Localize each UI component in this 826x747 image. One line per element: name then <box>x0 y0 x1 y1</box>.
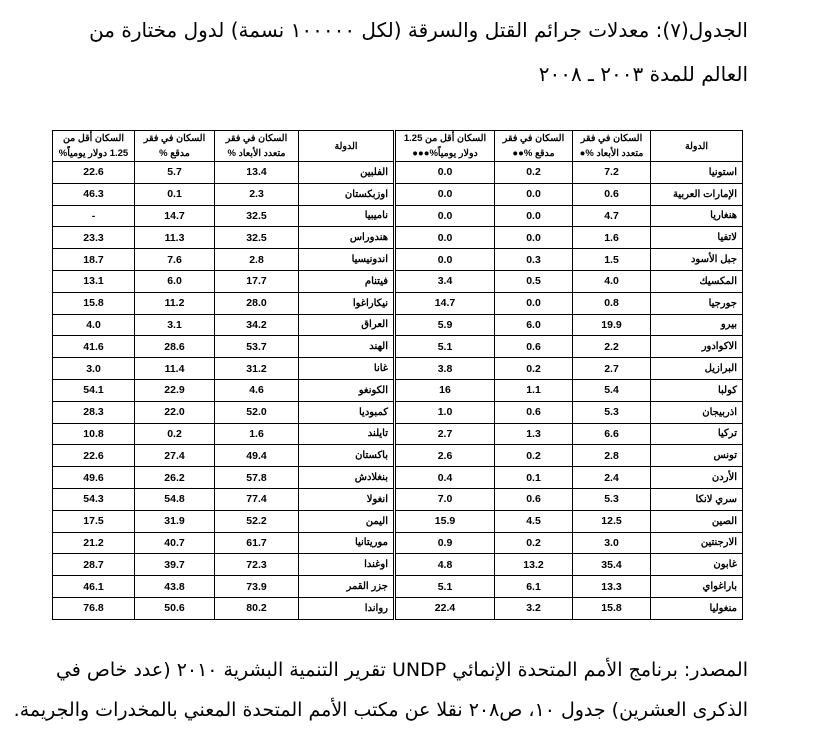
table-row <box>53 270 743 292</box>
cell-extreme-poverty-right: 0.1 <box>495 467 573 489</box>
cell-under-dollar-left: 49.6 <box>53 467 135 489</box>
header-multidimensional-poverty-left: السكان في فقر متعدد الأبعاد % <box>215 131 299 162</box>
cell-country-right: لاتفيا <box>651 227 743 249</box>
cell-country-left: كمبوديا <box>299 401 395 423</box>
cell-country-right: المكسيك <box>651 270 743 292</box>
cell-multidimensional-poverty-right: 13.3 <box>573 576 651 598</box>
cell-extreme-poverty-left: 7.6 <box>135 249 215 271</box>
cell-extreme-poverty-left: 14.7 <box>135 205 215 227</box>
cell-under-dollar-right: 0.0 <box>395 227 495 249</box>
cell-extreme-poverty-right: 0.0 <box>495 227 573 249</box>
cell-under-dollar-left: 17.5 <box>53 510 135 532</box>
poverty-table <box>52 130 743 620</box>
cell-extreme-poverty-right: 0.2 <box>495 162 573 184</box>
cell-extreme-poverty-right: 6.0 <box>495 314 573 336</box>
table-row <box>53 532 743 554</box>
cell-under-dollar-right: 3.4 <box>395 270 495 292</box>
cell-under-dollar-left: 28.7 <box>53 554 135 576</box>
cell-multidimensional-poverty-left: 4.6 <box>215 379 299 401</box>
cell-multidimensional-poverty-right: 3.0 <box>573 532 651 554</box>
cell-multidimensional-poverty-left: 13.4 <box>215 162 299 184</box>
cell-extreme-poverty-right: 0.0 <box>495 183 573 205</box>
cell-country-right: تونس <box>651 445 743 467</box>
cell-extreme-poverty-left: 31.9 <box>135 510 215 532</box>
cell-country-right: منغوليا <box>651 597 743 619</box>
cell-extreme-poverty-left: 54.8 <box>135 488 215 510</box>
cell-country-right: البرازيل <box>651 358 743 380</box>
cell-multidimensional-poverty-right: 12.5 <box>573 510 651 532</box>
cell-country-right: بيرو <box>651 314 743 336</box>
cell-under-dollar-right: 0.9 <box>395 532 495 554</box>
cell-multidimensional-poverty-left: 73.9 <box>215 576 299 598</box>
cell-country-right: اذربيجان <box>651 401 743 423</box>
cell-under-dollar-left: 3.0 <box>53 358 135 380</box>
table-row <box>53 597 743 619</box>
cell-country-right: الصين <box>651 510 743 532</box>
cell-multidimensional-poverty-right: 35.4 <box>573 554 651 576</box>
cell-extreme-poverty-right: 0.0 <box>495 292 573 314</box>
cell-extreme-poverty-right: 0.6 <box>495 488 573 510</box>
header-multidimensional-poverty-right: السكان في فقر متعدد الأبعاد %● <box>573 131 651 162</box>
cell-under-dollar-left: 28.3 <box>53 401 135 423</box>
cell-multidimensional-poverty-left: 61.7 <box>215 532 299 554</box>
cell-country-left: هندوراس <box>299 227 395 249</box>
cell-extreme-poverty-left: 3.1 <box>135 314 215 336</box>
cell-multidimensional-poverty-left: 28.0 <box>215 292 299 314</box>
table-row <box>53 227 743 249</box>
cell-country-left: انغولا <box>299 488 395 510</box>
source-note <box>8 650 748 730</box>
cell-under-dollar-right: 0.4 <box>395 467 495 489</box>
cell-multidimensional-poverty-right: 1.6 <box>573 227 651 249</box>
title-line-1: الجدول(٧): معدلات جرائم القتل والسرقة (لكل ١٠٠٠٠٠ نسمة) لدول مختارة من <box>89 18 748 42</box>
cell-under-dollar-right: 0.0 <box>395 205 495 227</box>
table-row <box>53 576 743 598</box>
cell-under-dollar-left: 18.7 <box>53 249 135 271</box>
table-row <box>53 554 743 576</box>
cell-under-dollar-right: 1.0 <box>395 401 495 423</box>
cell-multidimensional-poverty-right: 1.5 <box>573 249 651 271</box>
cell-multidimensional-poverty-left: 53.7 <box>215 336 299 358</box>
header-country-left: الدولة <box>299 131 395 162</box>
table-row <box>53 358 743 380</box>
cell-country-right: سري لانكا <box>651 488 743 510</box>
cell-extreme-poverty-left: 27.4 <box>135 445 215 467</box>
cell-under-dollar-right: 3.8 <box>395 358 495 380</box>
cell-country-right: تركيا <box>651 423 743 445</box>
header-extreme-poverty-left: السكان في فقر مدقع % <box>135 131 215 162</box>
cell-country-left: اليمن <box>299 510 395 532</box>
cell-country-left: اوغندا <box>299 554 395 576</box>
cell-multidimensional-poverty-right: 4.7 <box>573 205 651 227</box>
table-row <box>53 488 743 510</box>
cell-country-left: باكستان <box>299 445 395 467</box>
cell-under-dollar-right: 0.0 <box>395 162 495 184</box>
cell-under-dollar-left: 76.8 <box>53 597 135 619</box>
cell-country-left: الكونغو <box>299 379 395 401</box>
cell-extreme-poverty-left: 40.7 <box>135 532 215 554</box>
cell-country-left: بنغلادش <box>299 467 395 489</box>
cell-multidimensional-poverty-right: 19.9 <box>573 314 651 336</box>
header-under-dollar-left: السكان أقل من 1.25 دولار يومياً% <box>53 131 135 162</box>
cell-extreme-poverty-left: 0.1 <box>135 183 215 205</box>
cell-multidimensional-poverty-right: 7.2 <box>573 162 651 184</box>
cell-multidimensional-poverty-left: 52.0 <box>215 401 299 423</box>
cell-multidimensional-poverty-right: 2.8 <box>573 445 651 467</box>
cell-under-dollar-left: 54.1 <box>53 379 135 401</box>
cell-country-right: كولبا <box>651 379 743 401</box>
table-row <box>53 249 743 271</box>
cell-multidimensional-poverty-right: 6.6 <box>573 423 651 445</box>
cell-multidimensional-poverty-left: 77.4 <box>215 488 299 510</box>
table-row <box>53 314 743 336</box>
cell-multidimensional-poverty-right: 0.6 <box>573 183 651 205</box>
cell-extreme-poverty-left: 39.7 <box>135 554 215 576</box>
title-line-2: العالم للمدة ٢٠٠٣ ـ ٢٠٠٨ <box>538 62 748 86</box>
cell-multidimensional-poverty-left: 72.3 <box>215 554 299 576</box>
cell-extreme-poverty-right: 0.3 <box>495 249 573 271</box>
cell-multidimensional-poverty-left: 32.5 <box>215 227 299 249</box>
cell-country-left: الهند <box>299 336 395 358</box>
table-header-row <box>53 131 743 162</box>
cell-under-dollar-left: 13.1 <box>53 270 135 292</box>
cell-under-dollar-left: 15.8 <box>53 292 135 314</box>
table-row <box>53 423 743 445</box>
cell-extreme-poverty-right: 0.2 <box>495 358 573 380</box>
cell-country-left: تايلند <box>299 423 395 445</box>
cell-extreme-poverty-left: 28.6 <box>135 336 215 358</box>
cell-extreme-poverty-right: 13.2 <box>495 554 573 576</box>
cell-under-dollar-left: 54.3 <box>53 488 135 510</box>
cell-multidimensional-poverty-right: 15.8 <box>573 597 651 619</box>
cell-extreme-poverty-left: 6.0 <box>135 270 215 292</box>
cell-under-dollar-right: 15.9 <box>395 510 495 532</box>
cell-multidimensional-poverty-left: 49.4 <box>215 445 299 467</box>
cell-under-dollar-right: 2.6 <box>395 445 495 467</box>
cell-extreme-poverty-left: 11.3 <box>135 227 215 249</box>
cell-multidimensional-poverty-left: 17.7 <box>215 270 299 292</box>
cell-under-dollar-right: 5.1 <box>395 336 495 358</box>
cell-under-dollar-left: 22.6 <box>53 445 135 467</box>
table-row <box>53 510 743 532</box>
cell-under-dollar-right: 7.0 <box>395 488 495 510</box>
cell-under-dollar-left: 21.2 <box>53 532 135 554</box>
header-extreme-poverty-right: السكان في فقر مدقع %●● <box>495 131 573 162</box>
cell-extreme-poverty-left: 22.9 <box>135 379 215 401</box>
cell-under-dollar-right: 2.7 <box>395 423 495 445</box>
cell-under-dollar-right: 14.7 <box>395 292 495 314</box>
table-row <box>53 292 743 314</box>
poverty-table-container <box>52 130 742 620</box>
cell-country-left: الفلبين <box>299 162 395 184</box>
cell-extreme-poverty-right: 6.1 <box>495 576 573 598</box>
cell-country-left: نيكاراغوا <box>299 292 395 314</box>
cell-under-dollar-right: 5.9 <box>395 314 495 336</box>
header-under-dollar-right: السكان أقل من 1.25 دولار يومياً%●●● <box>395 131 495 162</box>
cell-country-left: رواندا <box>299 597 395 619</box>
cell-extreme-poverty-right: 4.5 <box>495 510 573 532</box>
header-country-right: الدولة <box>651 131 743 162</box>
table-row <box>53 379 743 401</box>
cell-multidimensional-poverty-right: 0.8 <box>573 292 651 314</box>
cell-under-dollar-right: 4.8 <box>395 554 495 576</box>
cell-multidimensional-poverty-right: 2.7 <box>573 358 651 380</box>
cell-multidimensional-poverty-left: 52.2 <box>215 510 299 532</box>
cell-extreme-poverty-left: 5.7 <box>135 162 215 184</box>
table-body <box>53 162 743 620</box>
cell-country-right: الأردن <box>651 467 743 489</box>
table-row <box>53 467 743 489</box>
cell-country-right: هنغاريا <box>651 205 743 227</box>
cell-country-right: الارجنتين <box>651 532 743 554</box>
cell-under-dollar-left: 10.8 <box>53 423 135 445</box>
cell-extreme-poverty-left: 50.6 <box>135 597 215 619</box>
cell-multidimensional-poverty-left: 57.8 <box>215 467 299 489</box>
cell-multidimensional-poverty-right: 5.3 <box>573 401 651 423</box>
cell-under-dollar-left: - <box>53 205 135 227</box>
cell-multidimensional-poverty-right: 2.4 <box>573 467 651 489</box>
cell-multidimensional-poverty-left: 80.2 <box>215 597 299 619</box>
cell-country-right: غابون <box>651 554 743 576</box>
table-row <box>53 401 743 423</box>
cell-country-left: اوزبكستان <box>299 183 395 205</box>
cell-under-dollar-left: 46.3 <box>53 183 135 205</box>
cell-country-left: فيتنام <box>299 270 395 292</box>
cell-multidimensional-poverty-left: 1.6 <box>215 423 299 445</box>
cell-country-left: غانا <box>299 358 395 380</box>
cell-country-right: جبل الأسود <box>651 249 743 271</box>
cell-country-left: موريتانيا <box>299 532 395 554</box>
cell-extreme-poverty-right: 0.0 <box>495 205 573 227</box>
cell-extreme-poverty-right: 0.2 <box>495 445 573 467</box>
cell-under-dollar-left: 22.6 <box>53 162 135 184</box>
cell-country-right: الاكوادور <box>651 336 743 358</box>
cell-under-dollar-left: 23.3 <box>53 227 135 249</box>
cell-extreme-poverty-left: 22.0 <box>135 401 215 423</box>
source-line-2: الذكرى العشرين) جدول ١٠، ص٢٠٨ نقلا عن مكتب الأمم المتحدة المعني بالمخدرات والجريمة. <box>13 699 748 721</box>
cell-multidimensional-poverty-right: 5.4 <box>573 379 651 401</box>
cell-under-dollar-left: 4.0 <box>53 314 135 336</box>
cell-extreme-poverty-right: 3.2 <box>495 597 573 619</box>
cell-multidimensional-poverty-right: 4.0 <box>573 270 651 292</box>
cell-under-dollar-left: 46.1 <box>53 576 135 598</box>
cell-country-left: العراق <box>299 314 395 336</box>
cell-multidimensional-poverty-right: 5.3 <box>573 488 651 510</box>
cell-extreme-poverty-left: 26.2 <box>135 467 215 489</box>
cell-extreme-poverty-right: 1.1 <box>495 379 573 401</box>
cell-country-left: ناميبيا <box>299 205 395 227</box>
cell-country-right: باراغواي <box>651 576 743 598</box>
table-row <box>53 336 743 358</box>
cell-under-dollar-left: 41.6 <box>53 336 135 358</box>
cell-under-dollar-right: 5.1 <box>395 576 495 598</box>
cell-extreme-poverty-right: 1.3 <box>495 423 573 445</box>
cell-country-right: استونيا <box>651 162 743 184</box>
cell-under-dollar-right: 16 <box>395 379 495 401</box>
cell-extreme-poverty-right: 0.5 <box>495 270 573 292</box>
cell-country-right: جورجيا <box>651 292 743 314</box>
cell-multidimensional-poverty-left: 32.5 <box>215 205 299 227</box>
cell-multidimensional-poverty-left: 2.3 <box>215 183 299 205</box>
cell-country-left: جزر القمر <box>299 576 395 598</box>
cell-multidimensional-poverty-left: 31.2 <box>215 358 299 380</box>
source-line-1: المصدر: برنامج الأمم المتحدة الإنمائي UNDP تقرير التنمية البشرية ٢٠١٠ (عدد خاص في <box>55 659 748 681</box>
table-row <box>53 162 743 184</box>
cell-extreme-poverty-right: 0.6 <box>495 336 573 358</box>
cell-extreme-poverty-right: 0.2 <box>495 532 573 554</box>
cell-under-dollar-right: 22.4 <box>395 597 495 619</box>
table-row <box>53 205 743 227</box>
cell-multidimensional-poverty-left: 2.8 <box>215 249 299 271</box>
cell-extreme-poverty-right: 0.6 <box>495 401 573 423</box>
cell-country-right: الإمارات العربية <box>651 183 743 205</box>
table-row <box>53 183 743 205</box>
table-row <box>53 445 743 467</box>
cell-extreme-poverty-left: 11.2 <box>135 292 215 314</box>
cell-multidimensional-poverty-left: 34.2 <box>215 314 299 336</box>
cell-multidimensional-poverty-right: 2.2 <box>573 336 651 358</box>
cell-under-dollar-right: 0.0 <box>395 249 495 271</box>
cell-country-left: اندونيسيا <box>299 249 395 271</box>
document-title <box>8 8 748 96</box>
cell-extreme-poverty-left: 0.2 <box>135 423 215 445</box>
cell-extreme-poverty-left: 11.4 <box>135 358 215 380</box>
cell-extreme-poverty-left: 43.8 <box>135 576 215 598</box>
cell-under-dollar-right: 0.0 <box>395 183 495 205</box>
